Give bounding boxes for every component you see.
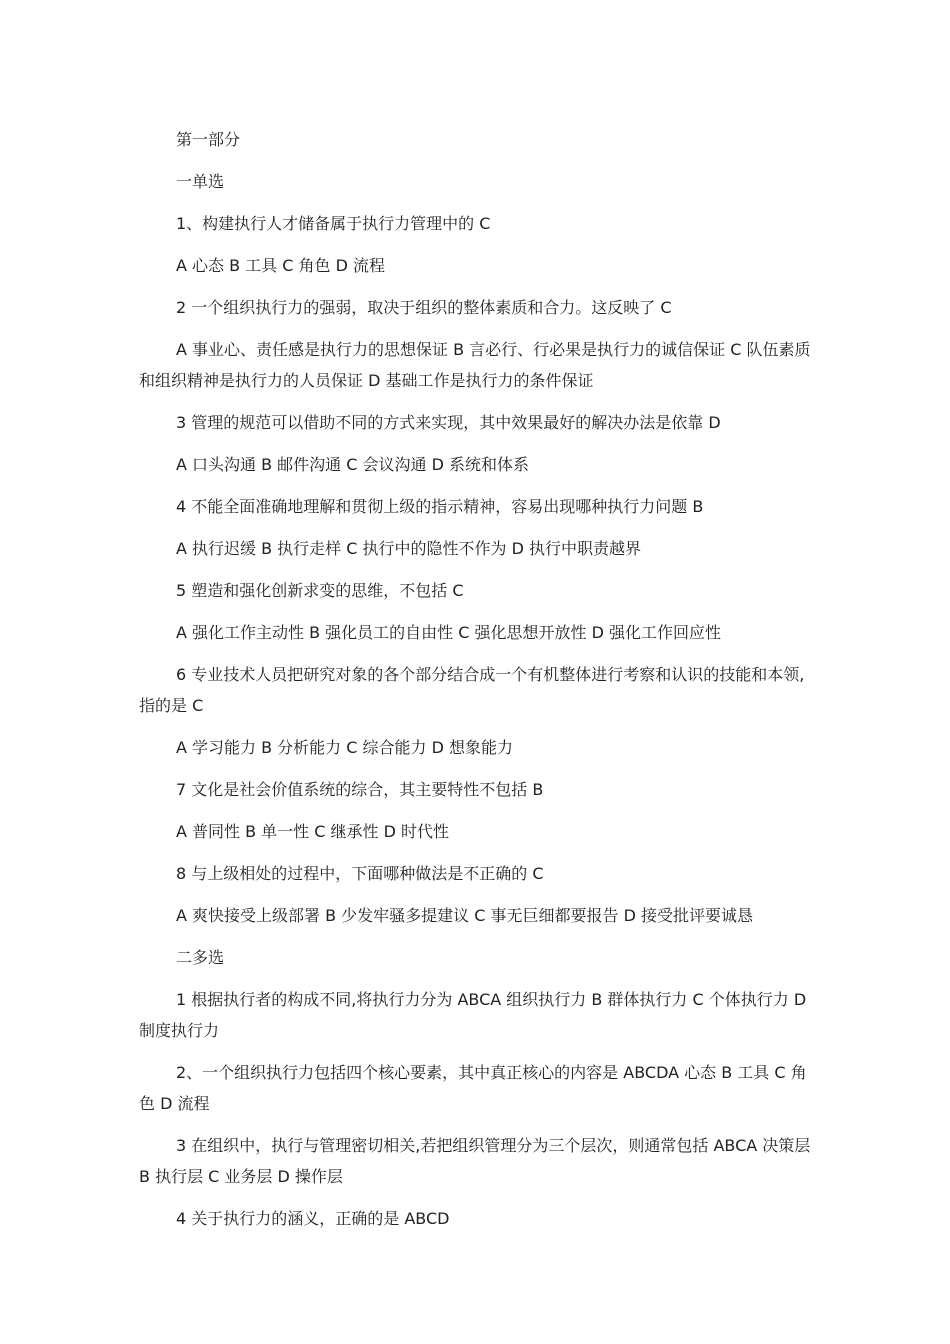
question-1: 1、构建执行人才储备属于执行力管理中的 C — [176, 214, 491, 233]
question-7: 7 文化是社会价值系统的综合，其主要特性不包括 B — [176, 780, 544, 799]
question-7-options: A 普同性 B 单一性 C 继承性 D 时代性 — [176, 822, 450, 841]
multi-question-2: 2、一个组织执行力包括四个核心要素，其中真正核心的内容是 ABCDA 心态 B 工具 C 角色 D 流程 — [139, 1063, 807, 1113]
question-4-options: A 执行迟缓 B 执行走样 C 执行中的隐性不作为 D 执行中职责越界 — [176, 539, 642, 558]
question-8-options: A 爽快接受上级部署 B 少发牢骚多提建议 C 事无巨细都要报告 D 接受批评要诚恳 — [176, 906, 754, 925]
document-body — [139, 124, 811, 1245]
question-5-options: A 强化工作主动性 B 强化员工的自由性 C 强化思想开放性 D 强化工作回应性 — [176, 623, 722, 642]
multi-question-4: 4 关于执行力的涵义，正确的是 ABCD — [176, 1209, 450, 1228]
question-8: 8 与上级相处的过程中，下面哪种做法是不正确的 C — [176, 864, 544, 883]
question-3-options: A 口头沟通 B 邮件沟通 C 会议沟通 D 系统和体系 — [176, 455, 530, 474]
multi-question-3: 3 在组织中，执行与管理密切相关,若把组织管理分为三个层次，则通常包括 ABCA 决策层 B 执行层 C 业务层 D 操作层 — [139, 1136, 811, 1186]
multi-question-1: 1 根据执行者的构成不同,将执行力分为 ABCA 组织执行力 B 群体执行力 C 个体执行力 D 制度执行力 — [139, 990, 807, 1040]
subsection-title-single-choice: 一单选 — [176, 172, 225, 191]
question-6: 6 专业技术人员把研究对象的各个部分结合成一个有机整体进行考察和认识的技能和本领,指的是 C — [139, 665, 805, 715]
question-2-options: A 事业心、责任感是执行力的思想保证 B 言必行、行必果是执行力的诚信保证 C 队伍素质和组织精神是执行力的人员保证 D 基础工作是执行力的条件保证 — [139, 340, 811, 390]
question-1-options: A 心态 B 工具 C 角色 D 流程 — [176, 256, 386, 275]
question-4: 4 不能全面准确地理解和贯彻上级的指示精神，容易出现哪种执行力问题 B — [176, 497, 704, 516]
section-title: 第一部分 — [176, 130, 241, 149]
question-2: 2 一个组织执行力的强弱，取决于组织的整体素质和合力。这反映了 C — [176, 298, 672, 317]
question-3: 3 管理的规范可以借助不同的方式来实现，其中效果最好的解决办法是依靠 D — [176, 413, 721, 432]
question-6-options: A 学习能力 B 分析能力 C 综合能力 D 想象能力 — [176, 738, 514, 757]
question-5: 5 塑造和强化创新求变的思维，不包括 C — [176, 581, 464, 600]
subsection-title-multiple-choice: 二多选 — [176, 948, 225, 967]
